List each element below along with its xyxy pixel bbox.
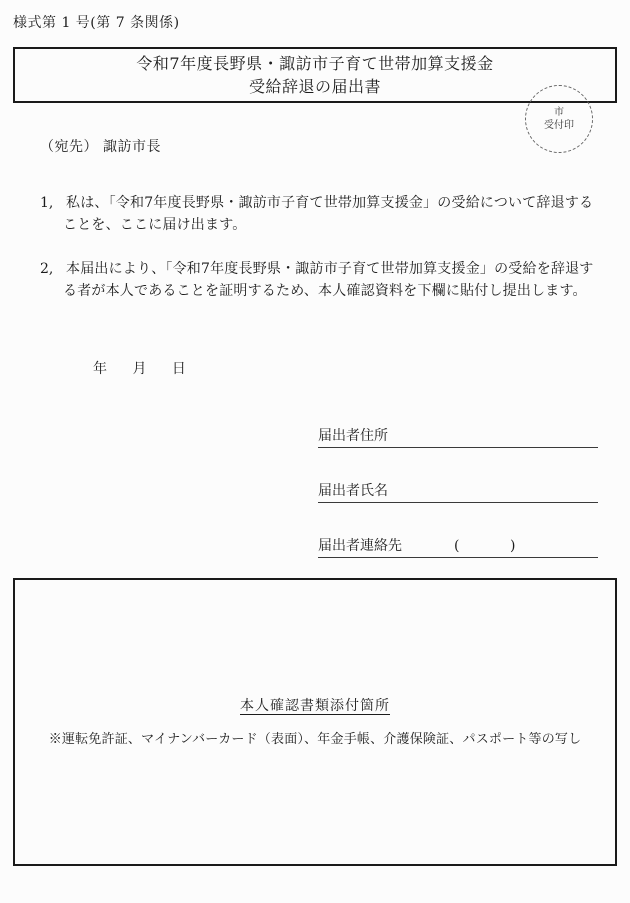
field-applicant-contact <box>318 535 598 558</box>
date-month-label: 月 <box>132 361 147 377</box>
addressee-line: （宛先） 諏訪市長 <box>40 139 161 155</box>
field-applicant-address <box>318 425 598 448</box>
attachment-box-note: ※運転免許証、マイナンバーカード（表面）、年金手帳、介護保険証、パスポート等の写し <box>48 732 582 747</box>
clause-1-number: 1, <box>40 195 54 211</box>
date-year-label: 年 <box>93 361 107 377</box>
stamp-text-line-2: 受付印 <box>544 120 574 131</box>
date-day-label: 日 <box>171 361 186 377</box>
stamp-text-line-1: 市 <box>554 107 564 118</box>
city-receipt-stamp-area <box>525 85 593 153</box>
id-document-attachment-box <box>13 578 617 866</box>
date-line <box>93 358 186 378</box>
clause-1 <box>40 192 599 236</box>
clause-2-number: 2, <box>40 261 54 277</box>
clause-2 <box>40 258 599 302</box>
clause-2-text: 本届出により、「令和7年度長野県・諏訪市子育て世帯加算支援金」の受給を辞退する者が本人であることを証明するため、本人確認資料を下欄に貼付し提出します。 <box>63 261 594 299</box>
title-box <box>13 47 617 103</box>
field-applicant-address-label: 届出者住所 <box>318 428 388 444</box>
document-title-line-2: 受給辞退の届出書 <box>248 77 381 96</box>
clause-1-text: 私は、「令和7年度長野県・諏訪市子育て世帯加算支援金」の受給について辞退することを、ここに届け出ます。 <box>63 195 594 233</box>
contact-paren-close: ) <box>510 538 516 554</box>
form-number-label: 様式第 1 号(第 7 条関係) <box>13 15 180 31</box>
document-title-line-1: 令和7年度長野県・諏訪市子育て世帯加算支援金 <box>136 54 494 73</box>
contact-paren-open: ( <box>454 538 460 554</box>
field-applicant-name-label: 届出者氏名 <box>318 483 388 499</box>
field-applicant-name <box>318 480 598 503</box>
attachment-box-heading: 本人確認書類添付箇所 <box>240 698 390 714</box>
field-applicant-contact-label: 届出者連絡先 <box>318 538 402 554</box>
